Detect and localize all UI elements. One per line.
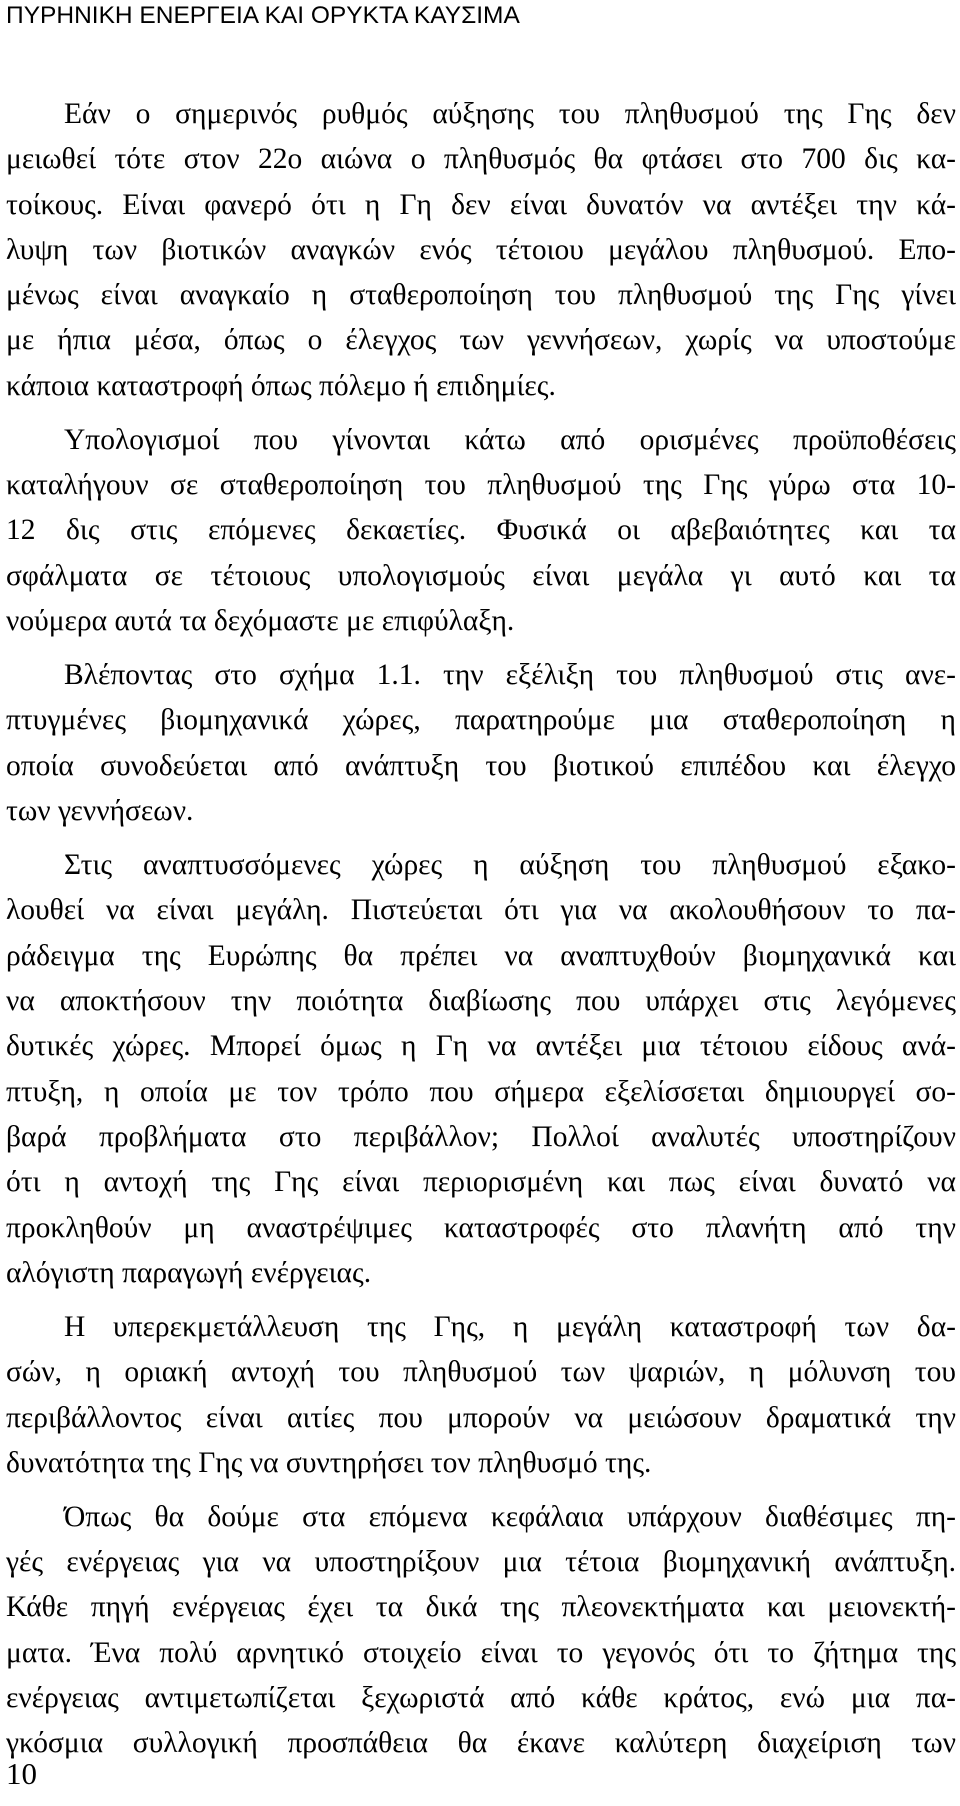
text-line: βαρά προβλήματα στο περιβάλλον; Πολλοί αναλυτές υποστηρίζουν <box>6 1120 956 1153</box>
text-line: νούμερα αυτά τα δεχόμαστε με επιφύλαξη. <box>6 605 515 638</box>
text-line: Εάν ο σημερινός ρυθμός αύξησης του πληθυσμού της Γης δεν <box>64 98 956 130</box>
paragraph <box>6 92 956 409</box>
text-line: τοίκους. Είναι φανερό ότι η Γη δεν είναι δυνατόν να αντέξει την κά- <box>6 188 956 221</box>
paragraph <box>6 843 956 1296</box>
paragraph-gap <box>6 409 956 418</box>
text-line: πτυγμένες βιομηχανικά χώρες, παρατηρούμε μια σταθεροποίηση η <box>6 704 956 737</box>
text-line: δυνατότητα της Γης να συντηρήσει τον πληθυσμό της. <box>6 1446 652 1479</box>
text-line: 12 δις στις επόμενες δεκαετίες. Φυσικά οι αβεβαιότητες και τα <box>6 514 956 547</box>
text-line: γκόσμια συλλογική προσπάθεια θα έκανε καλύτερη διαχείριση των <box>6 1727 956 1760</box>
paragraph-gap <box>6 1486 956 1495</box>
text-line: περιβάλλοντος είναι αιτίες που μπορούν να μειώσουν δραματικά την <box>6 1401 956 1434</box>
page-number: 10 <box>6 1756 37 1791</box>
text-line: καταλήγουν σε σταθεροποίηση του πληθυσμού της Γης γύρω στα 10- <box>6 469 956 502</box>
text-line: μένως είναι αναγκαίο η σταθεροποίηση του πληθυσμού της Γης γίνει <box>6 279 956 312</box>
text-line: πτυξη, η οποία με τον τρόπο που σήμερα εξελίσσεται δημιουργεί σο- <box>6 1075 956 1108</box>
paragraph <box>6 653 956 834</box>
paragraph-gap <box>6 834 956 843</box>
text-line: Βλέποντας στο σχήμα 1.1. την εξέλιξη του πληθυσμού στις ανε- <box>64 659 956 692</box>
text-line: των γεννήσεων. <box>6 795 194 828</box>
text-line: Η υπερεκμετάλλευση της Γης, η μεγάλη καταστροφή των δα- <box>64 1310 956 1343</box>
text-line: λουθεί να είναι μεγάλη. Πιστεύεται ότι για να ακολουθήσουν το πα- <box>6 894 956 927</box>
text-line: σών, η οριακή αντοχή του πληθυσμού των ψαριών, η μόλυνση του <box>6 1356 956 1389</box>
text-line: να αποκτήσουν την ποιότητα διαβίωσης που υπάρχει στις λεγόμενες <box>6 985 956 1018</box>
paragraph-gap <box>6 1296 956 1305</box>
paragraph <box>6 1305 956 1486</box>
text-line: σφάλματα σε τέτοιους υπολογισμούς είναι μεγάλα γι αυτό και τα <box>6 559 956 592</box>
text-line: γές ενέργειας για να υποστηρίξουν μια τέτοια βιομηχανική ανάπτυξη. <box>6 1546 956 1579</box>
running-header: ΠΥΡΗΝΙΚΗ ΕΝΕΡΓΕΙΑ ΚΑΙ ΟΡΥΚΤΑ ΚΑΥΣΙΜΑ <box>6 2 520 29</box>
paragraph <box>6 418 956 644</box>
text-line: ράδειγμα της Ευρώπης θα πρέπει να αναπτυχθούν βιομηχανικά και <box>6 939 956 972</box>
text-line: δυτικές χώρες. Μπορεί όμως η Γη να αντέξει μια τέτοιου είδους ανά- <box>6 1030 956 1063</box>
paragraph-gap <box>6 644 956 653</box>
text-line: μειωθεί τότε στον 22ο αιώνα ο πληθυσμός θα φτάσει στο 700 δις κα- <box>6 143 956 176</box>
text-line: ματα. Ένα πολύ αρνητικό στοιχείο είναι το γεγονός ότι το ζήτημα της <box>6 1636 956 1669</box>
text-line: αλόγιστη παραγωγή ενέργειας. <box>6 1256 372 1289</box>
text-line: Κάθε πηγή ενέργειας έχει τα δικά της πλεονεκτήματα και μειονεκτή- <box>6 1591 956 1624</box>
text-line: Όπως θα δούμε στα επόμενα κεφάλαια υπάρχουν διαθέσιμες πη- <box>64 1500 956 1533</box>
body-text <box>6 92 956 1767</box>
text-line: ενέργειας αντιμετωπίζεται ξεχωριστά από κάθε κράτος, ενώ μια πα- <box>6 1682 956 1715</box>
text-line: προκληθούν μη αναστρέψιμες καταστροφές στο πλανήτη από την <box>6 1211 956 1244</box>
text-line: κάποια καταστροφή όπως πόλεμο ή επιδημίες. <box>6 369 556 402</box>
text-line: λυψη των βιοτικών αναγκών ενός τέτοιου μεγάλου πληθυσμού. Επο- <box>6 233 956 266</box>
text-line: οποία συνοδεύεται από ανάπτυξη του βιοτικού επιπέδου και έλεγχο <box>6 749 956 782</box>
text-line: με ήπια μέσα, όπως ο έλεγχος των γεννήσεων, χωρίς να υποστούμε <box>6 324 956 357</box>
text-line: Στις αναπτυσσόμενες χώρες η αύξηση του πληθυσμού εξακο- <box>64 849 956 882</box>
text-line: Υπολογισμοί που γίνονται κάτω από ορισμένες προϋποθέσεις <box>64 423 956 456</box>
paragraph <box>6 1495 956 1767</box>
text-line: ότι η αντοχή της Γης είναι περιορισμένη και πως είναι δυνατό να <box>6 1166 956 1199</box>
